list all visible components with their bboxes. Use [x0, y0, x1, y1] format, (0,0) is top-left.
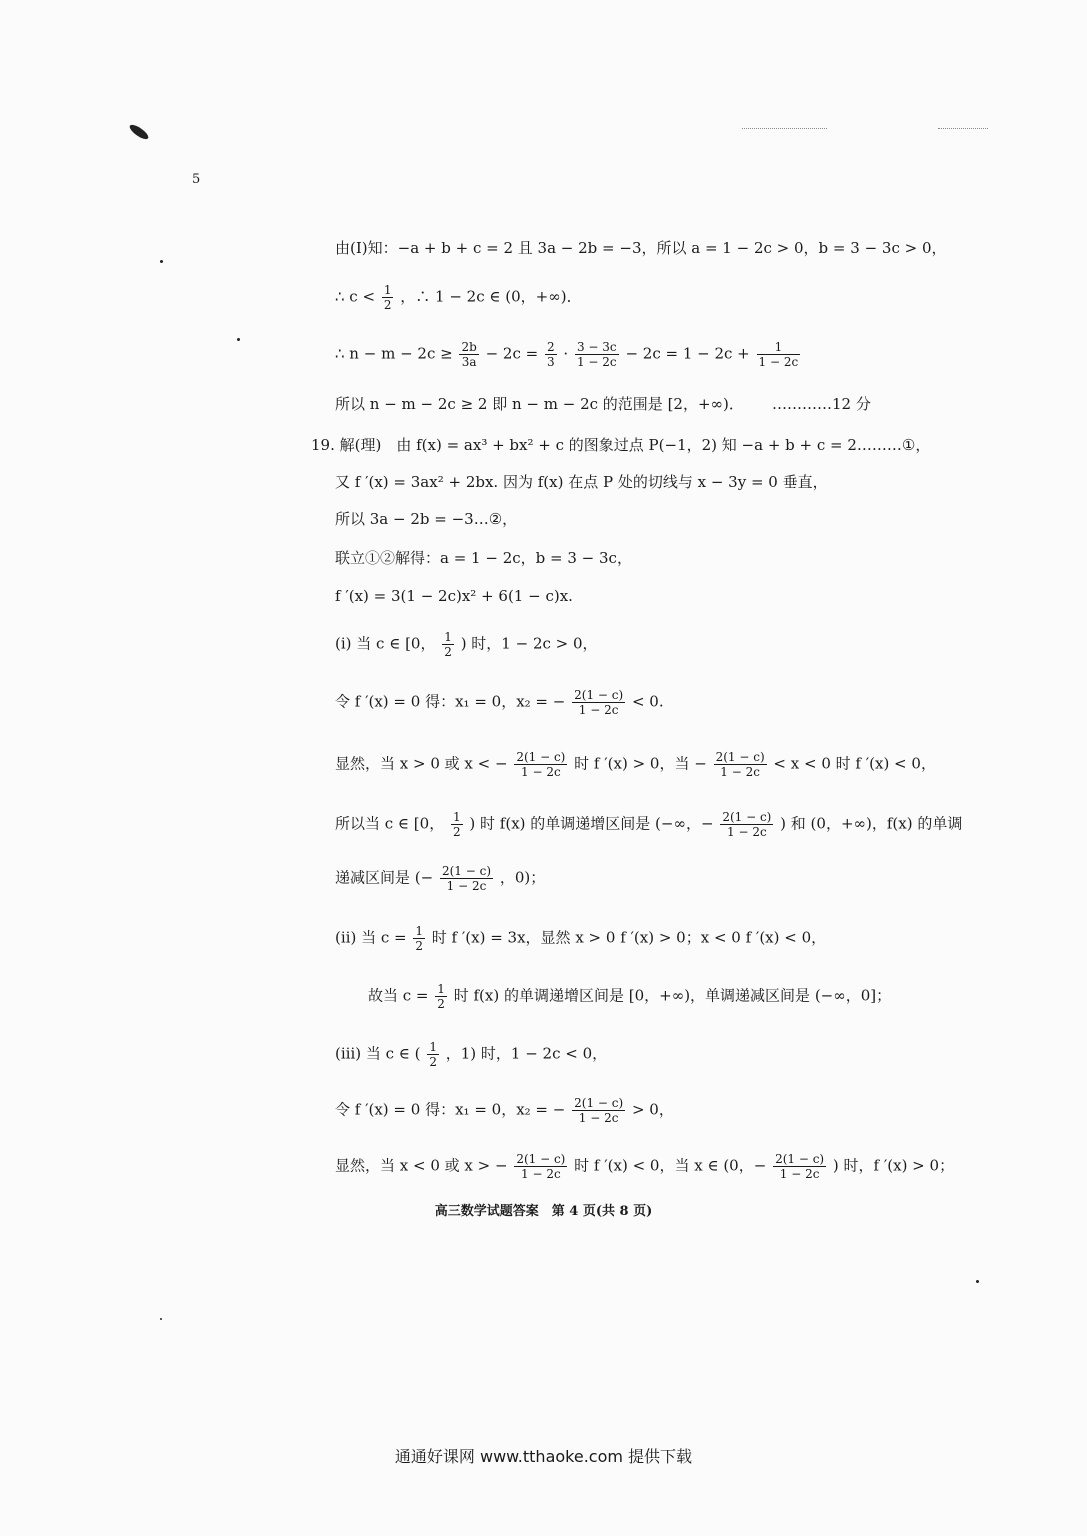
line-1: 由(Ⅰ)知：−a + b + c = 2 且 3a − 2b = −3，所以 a = 1 − 2c > 0，b = 3 − 3c > 0， [335, 239, 947, 257]
fraction-2-1-c: $\frac{2(1 - c)}{1 - 2c}$ [516, 1152, 566, 1181]
line-8: 联立①②解得：a = 1 − 2c，b = 3 − 3c， [335, 549, 632, 567]
line-9: f ′(x) = 3(1 − 2c)x² + 6(1 − c)x. [335, 587, 573, 605]
fraction-2-1-c: $\frac{2(1 - c)}{1 - 2c}$ [574, 1096, 624, 1125]
scan-blot [128, 122, 151, 141]
fraction-half: $\frac{1}{2}$ [429, 1040, 437, 1069]
fraction-2-1-c: $\frac{2(1 - c)}{1 - 2c}$ [722, 810, 772, 839]
line-5: 19. 解(理) 由 f(x) = ax³ + bx² + c 的图象过点 P(−1，2) 知 −a + b + c = 2………①， [311, 436, 931, 454]
line-12: 显然，当 x > 0 或 x < − $\frac{2(1 - c)}{1 - 2c}$ 时 f ′(x) > 0，当 − $\frac{2(1 - c)}{1 - 2c}$ < x < 0 时 f ′(x) < 0， [335, 750, 936, 779]
fraction-half: $\frac{1}{2}$ [444, 630, 452, 659]
scan-speck [160, 260, 163, 263]
page-marker: 5 [192, 172, 201, 187]
fraction-1-1-2c: $\frac{1}{1 - 2c}$ [758, 340, 799, 369]
fraction-half: $\frac{1}{2}$ [437, 982, 445, 1011]
line-14: 递减区间是 (− $\frac{2(1 - c)}{1 - 2c}$ ，0)； [335, 864, 546, 893]
fraction-2-1-c: $\frac{2(1 - c)}{1 - 2c}$ [441, 864, 492, 893]
scan-dots [742, 128, 827, 130]
fraction-2-1-c: $\frac{2(1 - c)}{1 - 2c}$ [775, 1152, 825, 1181]
page-footer: 高三数学试题答案 第 4 页(共 8 页) [434, 1204, 653, 1219]
line-4: 所以 n − m − 2c ≥ 2 即 n − m − 2c 的范围是 [2，+∞)． [335, 395, 744, 413]
fraction-2-1-c: $\frac{2(1 - c)}{1 - 2c}$ [516, 750, 566, 779]
line-10: (ⅰ) 当 c ∈ [0， $\frac{1}{2}$ ) 时，1 − 2c > 0， [335, 630, 598, 659]
fraction-2b-3a: $\frac{2b}{3a}$ [461, 340, 477, 369]
fraction-2-3: $\frac{2}{3}$ [546, 340, 555, 369]
line-19: 显然，当 x < 0 或 x > − $\frac{2(1 - c)}{1 - 2c}$ 时 f ′(x) < 0，当 x ∈ (0，− $\frac{2(1 - c)}{1 - 2c}$ ) 时，f ′(x) > 0； [335, 1152, 955, 1181]
fraction-2-1-c: $\frac{2(1 - c)}{1 - 2c}$ [574, 688, 624, 717]
fraction-3-3c: $\frac{3 - 3c}{1 - 2c}$ [576, 340, 617, 369]
scan-speck [976, 1280, 979, 1283]
line-16: 故当 c = $\frac{1}{2}$ 时 f(x) 的单调递增区间是 [0，+∞)，单调递减区间是 (−∞，0]； [368, 982, 892, 1011]
fraction-half: $\frac{1}{2}$ [415, 924, 423, 953]
line-18: 令 f ′(x) = 0 得：x₁ = 0，x₂ = − $\frac{2(1 - c)}{1 - 2c}$ > 0， [335, 1096, 674, 1125]
line-2: ∴ c < $\frac{1}{2}$ ，∴ 1 − 2c ∈ (0，+∞)． [335, 283, 582, 312]
line-13: 所以当 c ∈ [0， $\frac{1}{2}$ ) 时 f(x) 的单调递增区间是 (−∞，− $\frac{2(1 - c)}{1 - 2c}$ ) 和 (0，+∞)，f(x) 的单调 [335, 810, 963, 839]
fraction-half: $\frac{1}{2}$ [453, 810, 461, 839]
line-11: 令 f ′(x) = 0 得：x₁ = 0，x₂ = − $\frac{2(1 - c)}{1 - 2c}$ < 0. [335, 688, 664, 717]
line-6: 又 f ′(x) = 3ax² + 2bx. 因为 f(x) 在点 P 处的切线与 x − 3y = 0 垂直， [335, 473, 828, 491]
line-3: ∴ n − m − 2c ≥ $\frac{2b}{3a}$ − 2c = $\frac{2}{3}$ · $\frac{3 - 3c}{1 - 2c}$ − 2c = 1 − 2c + $\frac{1}{1 - 2c}$ [335, 340, 799, 369]
watermark-text: 通通好课网 www.tthaoke.com 提供下载 [394, 1447, 693, 1466]
line-17: (ⅲ) 当 c ∈ ( $\frac{1}{2}$ ，1) 时，1 − 2c < 0， [335, 1040, 608, 1069]
line-7: 所以 3a − 2b = −3…②， [335, 510, 518, 528]
scan-speck [160, 1318, 162, 1320]
scan-speck [237, 338, 240, 341]
score-12: …………12 分 [772, 395, 871, 413]
fraction-half: $\frac{1}{2}$ [383, 283, 392, 312]
fraction-2-1-c: $\frac{2(1 - c)}{1 - 2c}$ [715, 750, 765, 779]
scan-dots [938, 128, 988, 130]
line-15: (ⅱ) 当 c = $\frac{1}{2}$ 时 f ′(x) = 3x，显然 x > 0 f ′(x) > 0；x < 0 f ′(x) < 0， [335, 924, 827, 953]
